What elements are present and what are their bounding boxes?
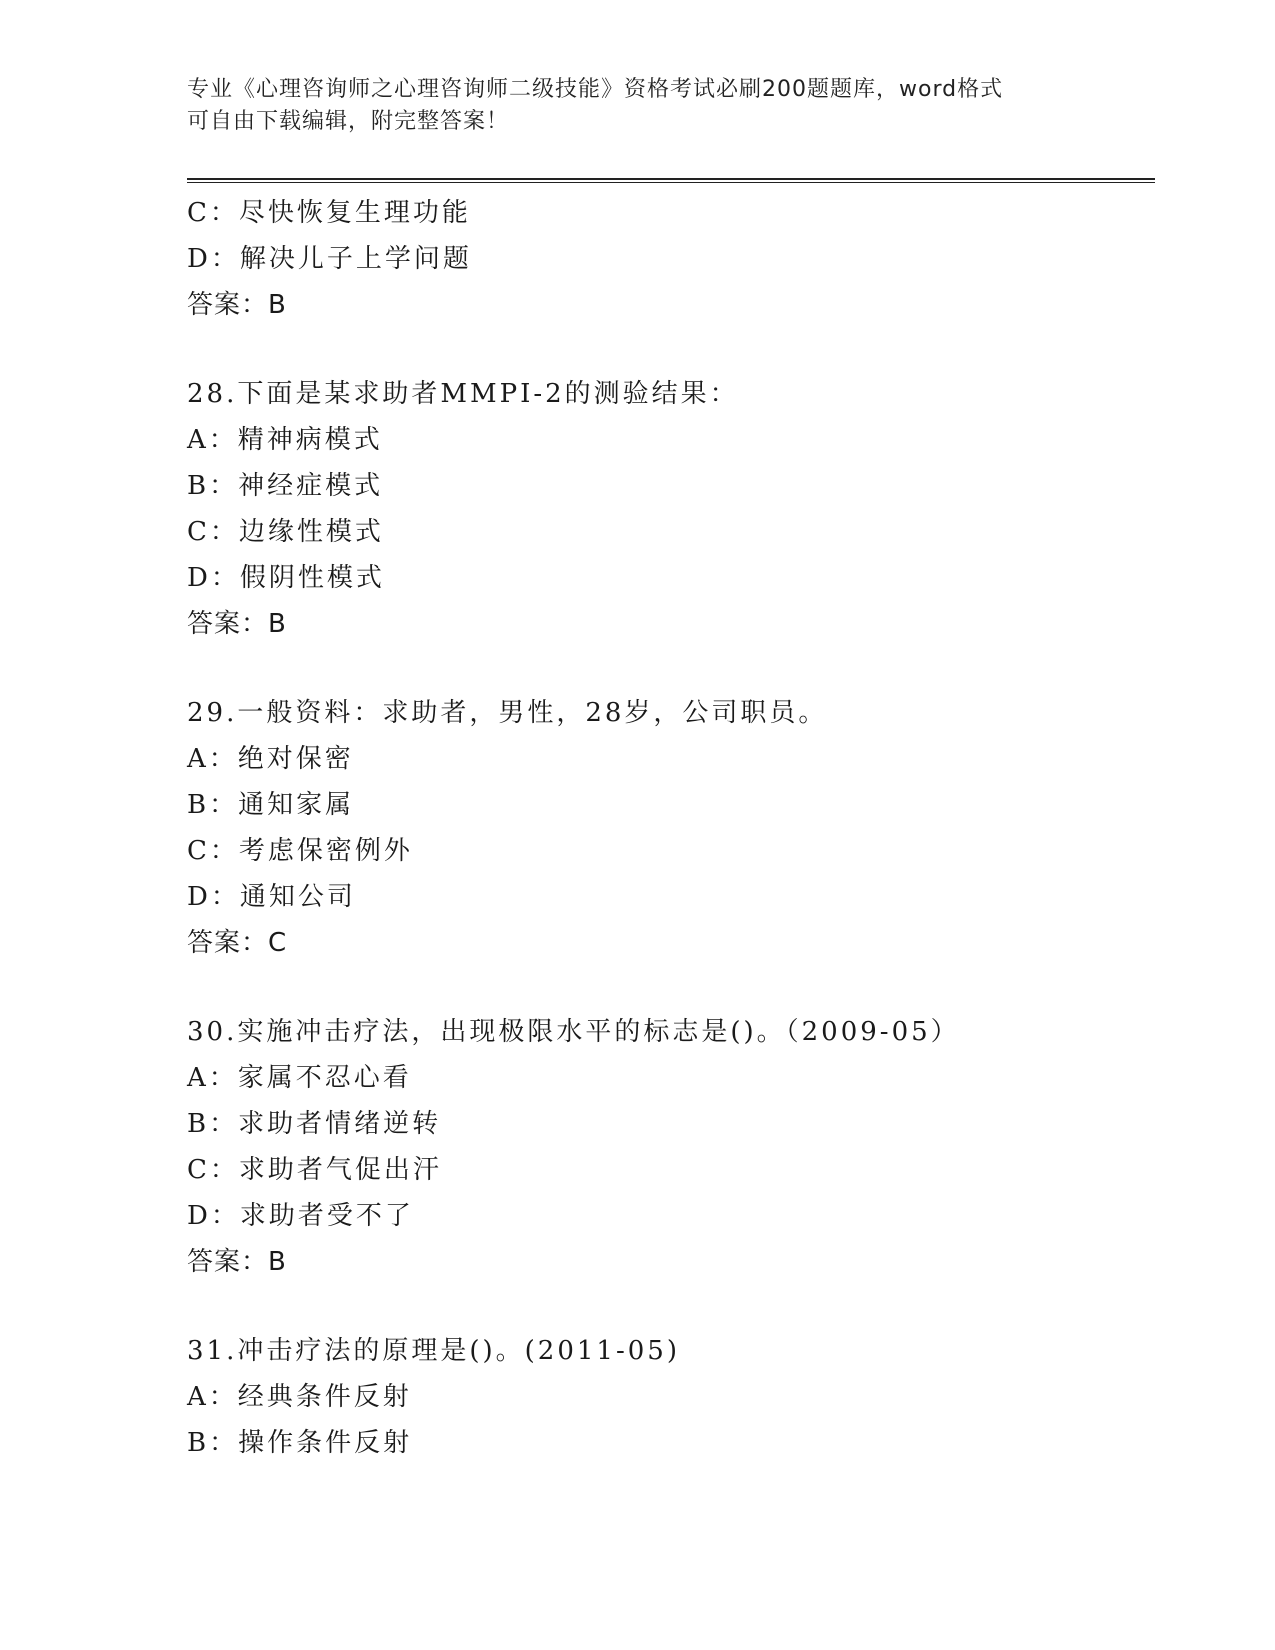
question-block-31 <box>187 1328 1155 1466</box>
answer-line: 答案：C <box>187 928 288 958</box>
option-d: D：通知公司 <box>187 882 356 912</box>
question-block-29 <box>187 690 1155 966</box>
question-spacer <box>187 647 1155 690</box>
question-stem: 30.实施冲击疗法，出现极限水平的标志是()。（2009-05） <box>187 1017 960 1047</box>
question-block-28 <box>187 371 1155 647</box>
option-c: C：尽快恢复生理功能 <box>187 198 471 228</box>
answer-line: 答案：B <box>187 609 287 639</box>
option-b: B：求助者情绪逆转 <box>187 1109 442 1139</box>
header-line-1: 专业《心理咨询师之心理咨询师二级技能》资格考试必刷200题题库，word格式 <box>187 77 1004 102</box>
question-spacer <box>187 1285 1155 1328</box>
header-divider-thin <box>187 182 1155 183</box>
question-spacer <box>187 966 1155 1009</box>
option-a: A：经典条件反射 <box>187 1382 412 1412</box>
option-a: A：精神病模式 <box>187 425 383 455</box>
question-stem: 28.下面是某求助者MMPI-2的测验结果： <box>187 379 739 409</box>
header-line-2: 可自由下载编辑，附完整答案！ <box>187 109 510 134</box>
answer-line: 答案：B <box>187 290 287 320</box>
option-d: D：假阴性模式 <box>187 563 385 593</box>
option-c: C：边缘性模式 <box>187 517 384 547</box>
question-spacer <box>187 328 1155 371</box>
option-b: B：操作条件反射 <box>187 1428 413 1458</box>
question-list <box>187 190 1155 1466</box>
question-block-27-partial <box>187 190 1155 328</box>
option-a: A：绝对保密 <box>187 744 354 774</box>
question-block-30 <box>187 1009 1155 1285</box>
question-stem: 31.冲击疗法的原理是()。(2011-05) <box>187 1336 680 1366</box>
option-a: A：家属不忍心看 <box>187 1063 412 1093</box>
option-c: C：考虑保密例外 <box>187 836 413 866</box>
answer-line: 答案：B <box>187 1247 287 1277</box>
option-b: B：通知家属 <box>187 790 355 820</box>
option-c: C：求助者气促出汗 <box>187 1155 442 1185</box>
document-header <box>187 74 1087 138</box>
option-d: D：求助者受不了 <box>187 1201 414 1231</box>
option-d: D：解决儿子上学问题 <box>187 244 472 274</box>
option-b: B：神经症模式 <box>187 471 384 501</box>
question-stem: 29.一般资料：求助者，男性，28岁，公司职员。 <box>187 698 828 728</box>
header-divider-thick <box>187 178 1155 180</box>
